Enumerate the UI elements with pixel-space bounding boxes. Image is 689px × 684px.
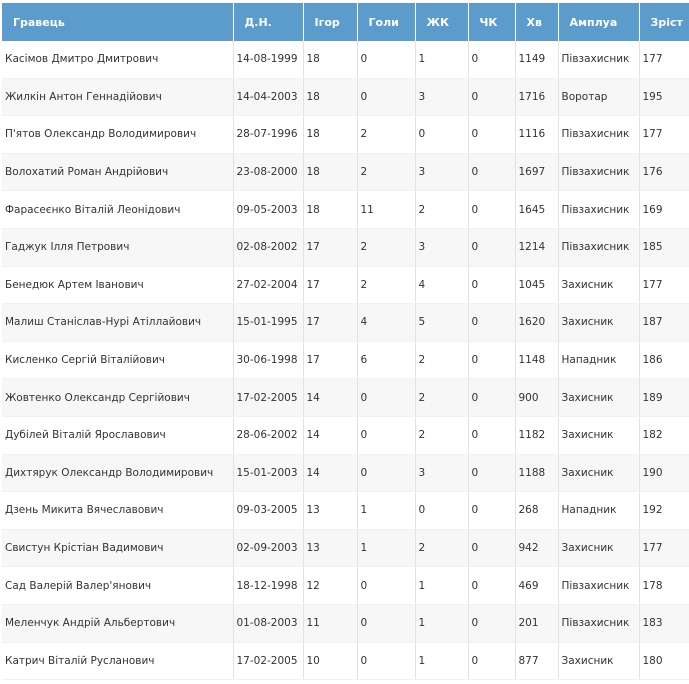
cell-minutes: 900 xyxy=(515,379,558,417)
cell-games: 18 xyxy=(303,116,357,154)
cell-goals: 0 xyxy=(357,379,415,417)
cell-birth-date: 23-08-2000 xyxy=(233,153,303,191)
cell-red-cards: 0 xyxy=(468,78,515,116)
cell-player: Кисленко Сергій Віталійович xyxy=(2,341,233,379)
table-row xyxy=(2,266,689,304)
cell-red-cards: 0 xyxy=(468,416,515,454)
cell-games: 14 xyxy=(303,454,357,492)
cell-red-cards: 0 xyxy=(468,228,515,266)
cell-yellow-cards: 3 xyxy=(415,78,468,116)
cell-games: 17 xyxy=(303,341,357,379)
cell-position: Нападник xyxy=(558,492,639,530)
cell-player: Меленчук Андрій Альбертович xyxy=(2,604,233,642)
table-row xyxy=(2,304,689,342)
cell-games: 17 xyxy=(303,304,357,342)
cell-goals: 0 xyxy=(357,416,415,454)
cell-minutes: 1149 xyxy=(515,41,558,78)
cell-minutes: 1045 xyxy=(515,266,558,304)
column-header-goals: Голи xyxy=(357,3,415,41)
cell-player: Дубілей Віталій Ярославович xyxy=(2,416,233,454)
cell-player: Гаджук Ілля Петрович xyxy=(2,228,233,266)
cell-red-cards: 0 xyxy=(468,567,515,605)
cell-player: Касімов Дмитро Дмитрович xyxy=(2,41,233,78)
cell-height: 180 xyxy=(639,642,689,680)
cell-position: Півзахисник xyxy=(558,191,639,229)
cell-height: 186 xyxy=(639,341,689,379)
cell-red-cards: 0 xyxy=(468,116,515,154)
cell-height: 177 xyxy=(639,116,689,154)
cell-player: Жилкін Антон Геннадійович xyxy=(2,78,233,116)
cell-birth-date: 17-02-2005 xyxy=(233,379,303,417)
cell-player: Малиш Станіслав-Нурі Атіллайович xyxy=(2,304,233,342)
cell-position: Воротар xyxy=(558,78,639,116)
cell-games: 12 xyxy=(303,567,357,605)
table-row xyxy=(2,341,689,379)
table-row xyxy=(2,416,689,454)
cell-goals: 0 xyxy=(357,604,415,642)
cell-yellow-cards: 1 xyxy=(415,41,468,78)
cell-yellow-cards: 3 xyxy=(415,228,468,266)
cell-games: 13 xyxy=(303,529,357,567)
cell-goals: 2 xyxy=(357,116,415,154)
cell-goals: 11 xyxy=(357,191,415,229)
cell-minutes: 1188 xyxy=(515,454,558,492)
table-row xyxy=(2,41,689,78)
table-row xyxy=(2,153,689,191)
cell-games: 18 xyxy=(303,153,357,191)
cell-minutes: 1645 xyxy=(515,191,558,229)
cell-goals: 4 xyxy=(357,304,415,342)
cell-height: 176 xyxy=(639,153,689,191)
cell-goals: 2 xyxy=(357,153,415,191)
cell-minutes: 1116 xyxy=(515,116,558,154)
cell-minutes: 268 xyxy=(515,492,558,530)
cell-yellow-cards: 1 xyxy=(415,567,468,605)
cell-position: Захисник xyxy=(558,379,639,417)
player-stats-table xyxy=(2,3,689,680)
cell-red-cards: 0 xyxy=(468,191,515,229)
cell-goals: 0 xyxy=(357,642,415,680)
cell-minutes: 1214 xyxy=(515,228,558,266)
table-row xyxy=(2,228,689,266)
table-row xyxy=(2,116,689,154)
table-row xyxy=(2,567,689,605)
cell-red-cards: 0 xyxy=(468,454,515,492)
cell-player: Жовтенко Олександр Сергійович xyxy=(2,379,233,417)
cell-position: Півзахисник xyxy=(558,153,639,191)
cell-birth-date: 09-03-2005 xyxy=(233,492,303,530)
column-header-minutes: Хв xyxy=(515,3,558,41)
column-header-yellow-cards: ЖК xyxy=(415,3,468,41)
cell-minutes: 877 xyxy=(515,642,558,680)
table-row xyxy=(2,492,689,530)
cell-position: Півзахисник xyxy=(558,228,639,266)
table-row xyxy=(2,78,689,116)
cell-minutes: 1620 xyxy=(515,304,558,342)
cell-height: 177 xyxy=(639,529,689,567)
cell-player: Сад Валерій Валер'янович xyxy=(2,567,233,605)
cell-games: 18 xyxy=(303,41,357,78)
cell-games: 17 xyxy=(303,266,357,304)
cell-height: 183 xyxy=(639,604,689,642)
cell-birth-date: 01-08-2003 xyxy=(233,604,303,642)
cell-yellow-cards: 2 xyxy=(415,191,468,229)
cell-birth-date: 02-09-2003 xyxy=(233,529,303,567)
cell-height: 169 xyxy=(639,191,689,229)
cell-goals: 2 xyxy=(357,228,415,266)
column-header-red-cards: ЧК xyxy=(468,3,515,41)
cell-goals: 1 xyxy=(357,529,415,567)
cell-birth-date: 09-05-2003 xyxy=(233,191,303,229)
cell-red-cards: 0 xyxy=(468,604,515,642)
table-row xyxy=(2,529,689,567)
cell-red-cards: 0 xyxy=(468,379,515,417)
cell-birth-date: 14-08-1999 xyxy=(233,41,303,78)
table-row xyxy=(2,454,689,492)
cell-position: Захисник xyxy=(558,454,639,492)
cell-goals: 0 xyxy=(357,454,415,492)
table-row xyxy=(2,191,689,229)
cell-yellow-cards: 4 xyxy=(415,266,468,304)
cell-birth-date: 14-04-2003 xyxy=(233,78,303,116)
cell-goals: 6 xyxy=(357,341,415,379)
cell-player: Дзень Микита Вячеславович xyxy=(2,492,233,530)
cell-position: Захисник xyxy=(558,642,639,680)
cell-red-cards: 0 xyxy=(468,153,515,191)
column-header-birth-date: Д.Н. xyxy=(233,3,303,41)
cell-birth-date: 15-01-1995 xyxy=(233,304,303,342)
cell-height: 190 xyxy=(639,454,689,492)
column-header-games: Ігор xyxy=(303,3,357,41)
cell-position: Нападник xyxy=(558,341,639,379)
cell-minutes: 1716 xyxy=(515,78,558,116)
table-header xyxy=(2,3,689,41)
cell-yellow-cards: 3 xyxy=(415,454,468,492)
cell-games: 18 xyxy=(303,191,357,229)
cell-yellow-cards: 2 xyxy=(415,341,468,379)
cell-red-cards: 0 xyxy=(468,341,515,379)
cell-red-cards: 0 xyxy=(468,41,515,78)
cell-red-cards: 0 xyxy=(468,492,515,530)
cell-minutes: 1697 xyxy=(515,153,558,191)
cell-games: 13 xyxy=(303,492,357,530)
cell-height: 192 xyxy=(639,492,689,530)
cell-yellow-cards: 2 xyxy=(415,529,468,567)
cell-games: 10 xyxy=(303,642,357,680)
cell-birth-date: 27-02-2004 xyxy=(233,266,303,304)
cell-red-cards: 0 xyxy=(468,529,515,567)
cell-position: Півзахисник xyxy=(558,567,639,605)
cell-goals: 0 xyxy=(357,567,415,605)
cell-birth-date: 30-06-1998 xyxy=(233,341,303,379)
cell-minutes: 942 xyxy=(515,529,558,567)
cell-red-cards: 0 xyxy=(468,642,515,680)
cell-games: 14 xyxy=(303,416,357,454)
cell-red-cards: 0 xyxy=(468,266,515,304)
cell-yellow-cards: 0 xyxy=(415,116,468,154)
cell-goals: 0 xyxy=(357,78,415,116)
cell-yellow-cards: 1 xyxy=(415,604,468,642)
cell-player: П'ятов Олександр Володимирович xyxy=(2,116,233,154)
cell-player: Фарасеєнко Віталій Леонідович xyxy=(2,191,233,229)
cell-games: 14 xyxy=(303,379,357,417)
cell-birth-date: 28-07-1996 xyxy=(233,116,303,154)
cell-player: Бенедюк Артем Іванович xyxy=(2,266,233,304)
cell-height: 177 xyxy=(639,41,689,78)
cell-minutes: 201 xyxy=(515,604,558,642)
cell-position: Захисник xyxy=(558,416,639,454)
cell-yellow-cards: 1 xyxy=(415,642,468,680)
cell-height: 195 xyxy=(639,78,689,116)
cell-height: 185 xyxy=(639,228,689,266)
cell-games: 18 xyxy=(303,78,357,116)
cell-games: 11 xyxy=(303,604,357,642)
cell-red-cards: 0 xyxy=(468,304,515,342)
table-row xyxy=(2,642,689,680)
cell-minutes: 469 xyxy=(515,567,558,605)
table-body xyxy=(2,41,689,680)
cell-yellow-cards: 2 xyxy=(415,416,468,454)
cell-yellow-cards: 3 xyxy=(415,153,468,191)
cell-birth-date: 15-01-2003 xyxy=(233,454,303,492)
cell-birth-date: 28-06-2002 xyxy=(233,416,303,454)
cell-position: Захисник xyxy=(558,304,639,342)
cell-minutes: 1148 xyxy=(515,341,558,379)
cell-goals: 1 xyxy=(357,492,415,530)
cell-yellow-cards: 0 xyxy=(415,492,468,530)
cell-birth-date: 02-08-2002 xyxy=(233,228,303,266)
cell-goals: 0 xyxy=(357,41,415,78)
cell-height: 189 xyxy=(639,379,689,417)
cell-yellow-cards: 2 xyxy=(415,379,468,417)
table-row xyxy=(2,604,689,642)
cell-position: Захисник xyxy=(558,266,639,304)
cell-games: 17 xyxy=(303,228,357,266)
cell-birth-date: 18-12-1998 xyxy=(233,567,303,605)
cell-player: Свистун Крістіан Вадимович xyxy=(2,529,233,567)
cell-height: 187 xyxy=(639,304,689,342)
cell-height: 178 xyxy=(639,567,689,605)
cell-birth-date: 17-02-2005 xyxy=(233,642,303,680)
cell-goals: 2 xyxy=(357,266,415,304)
cell-position: Півзахисник xyxy=(558,116,639,154)
table-row xyxy=(2,379,689,417)
cell-height: 177 xyxy=(639,266,689,304)
column-header-position: Амплуа xyxy=(558,3,639,41)
cell-yellow-cards: 5 xyxy=(415,304,468,342)
cell-position: Півзахисник xyxy=(558,604,639,642)
cell-player: Волохатий Роман Андрійович xyxy=(2,153,233,191)
cell-height: 182 xyxy=(639,416,689,454)
cell-position: Півзахисник xyxy=(558,41,639,78)
column-header-height: Зріст xyxy=(639,3,689,41)
cell-player: Дихтярук Олександр Володимирович xyxy=(2,454,233,492)
cell-position: Захисник xyxy=(558,529,639,567)
header-row xyxy=(2,3,689,41)
cell-player: Катрич Віталій Русланович xyxy=(2,642,233,680)
column-header-player: Гравець xyxy=(2,3,233,41)
cell-minutes: 1182 xyxy=(515,416,558,454)
